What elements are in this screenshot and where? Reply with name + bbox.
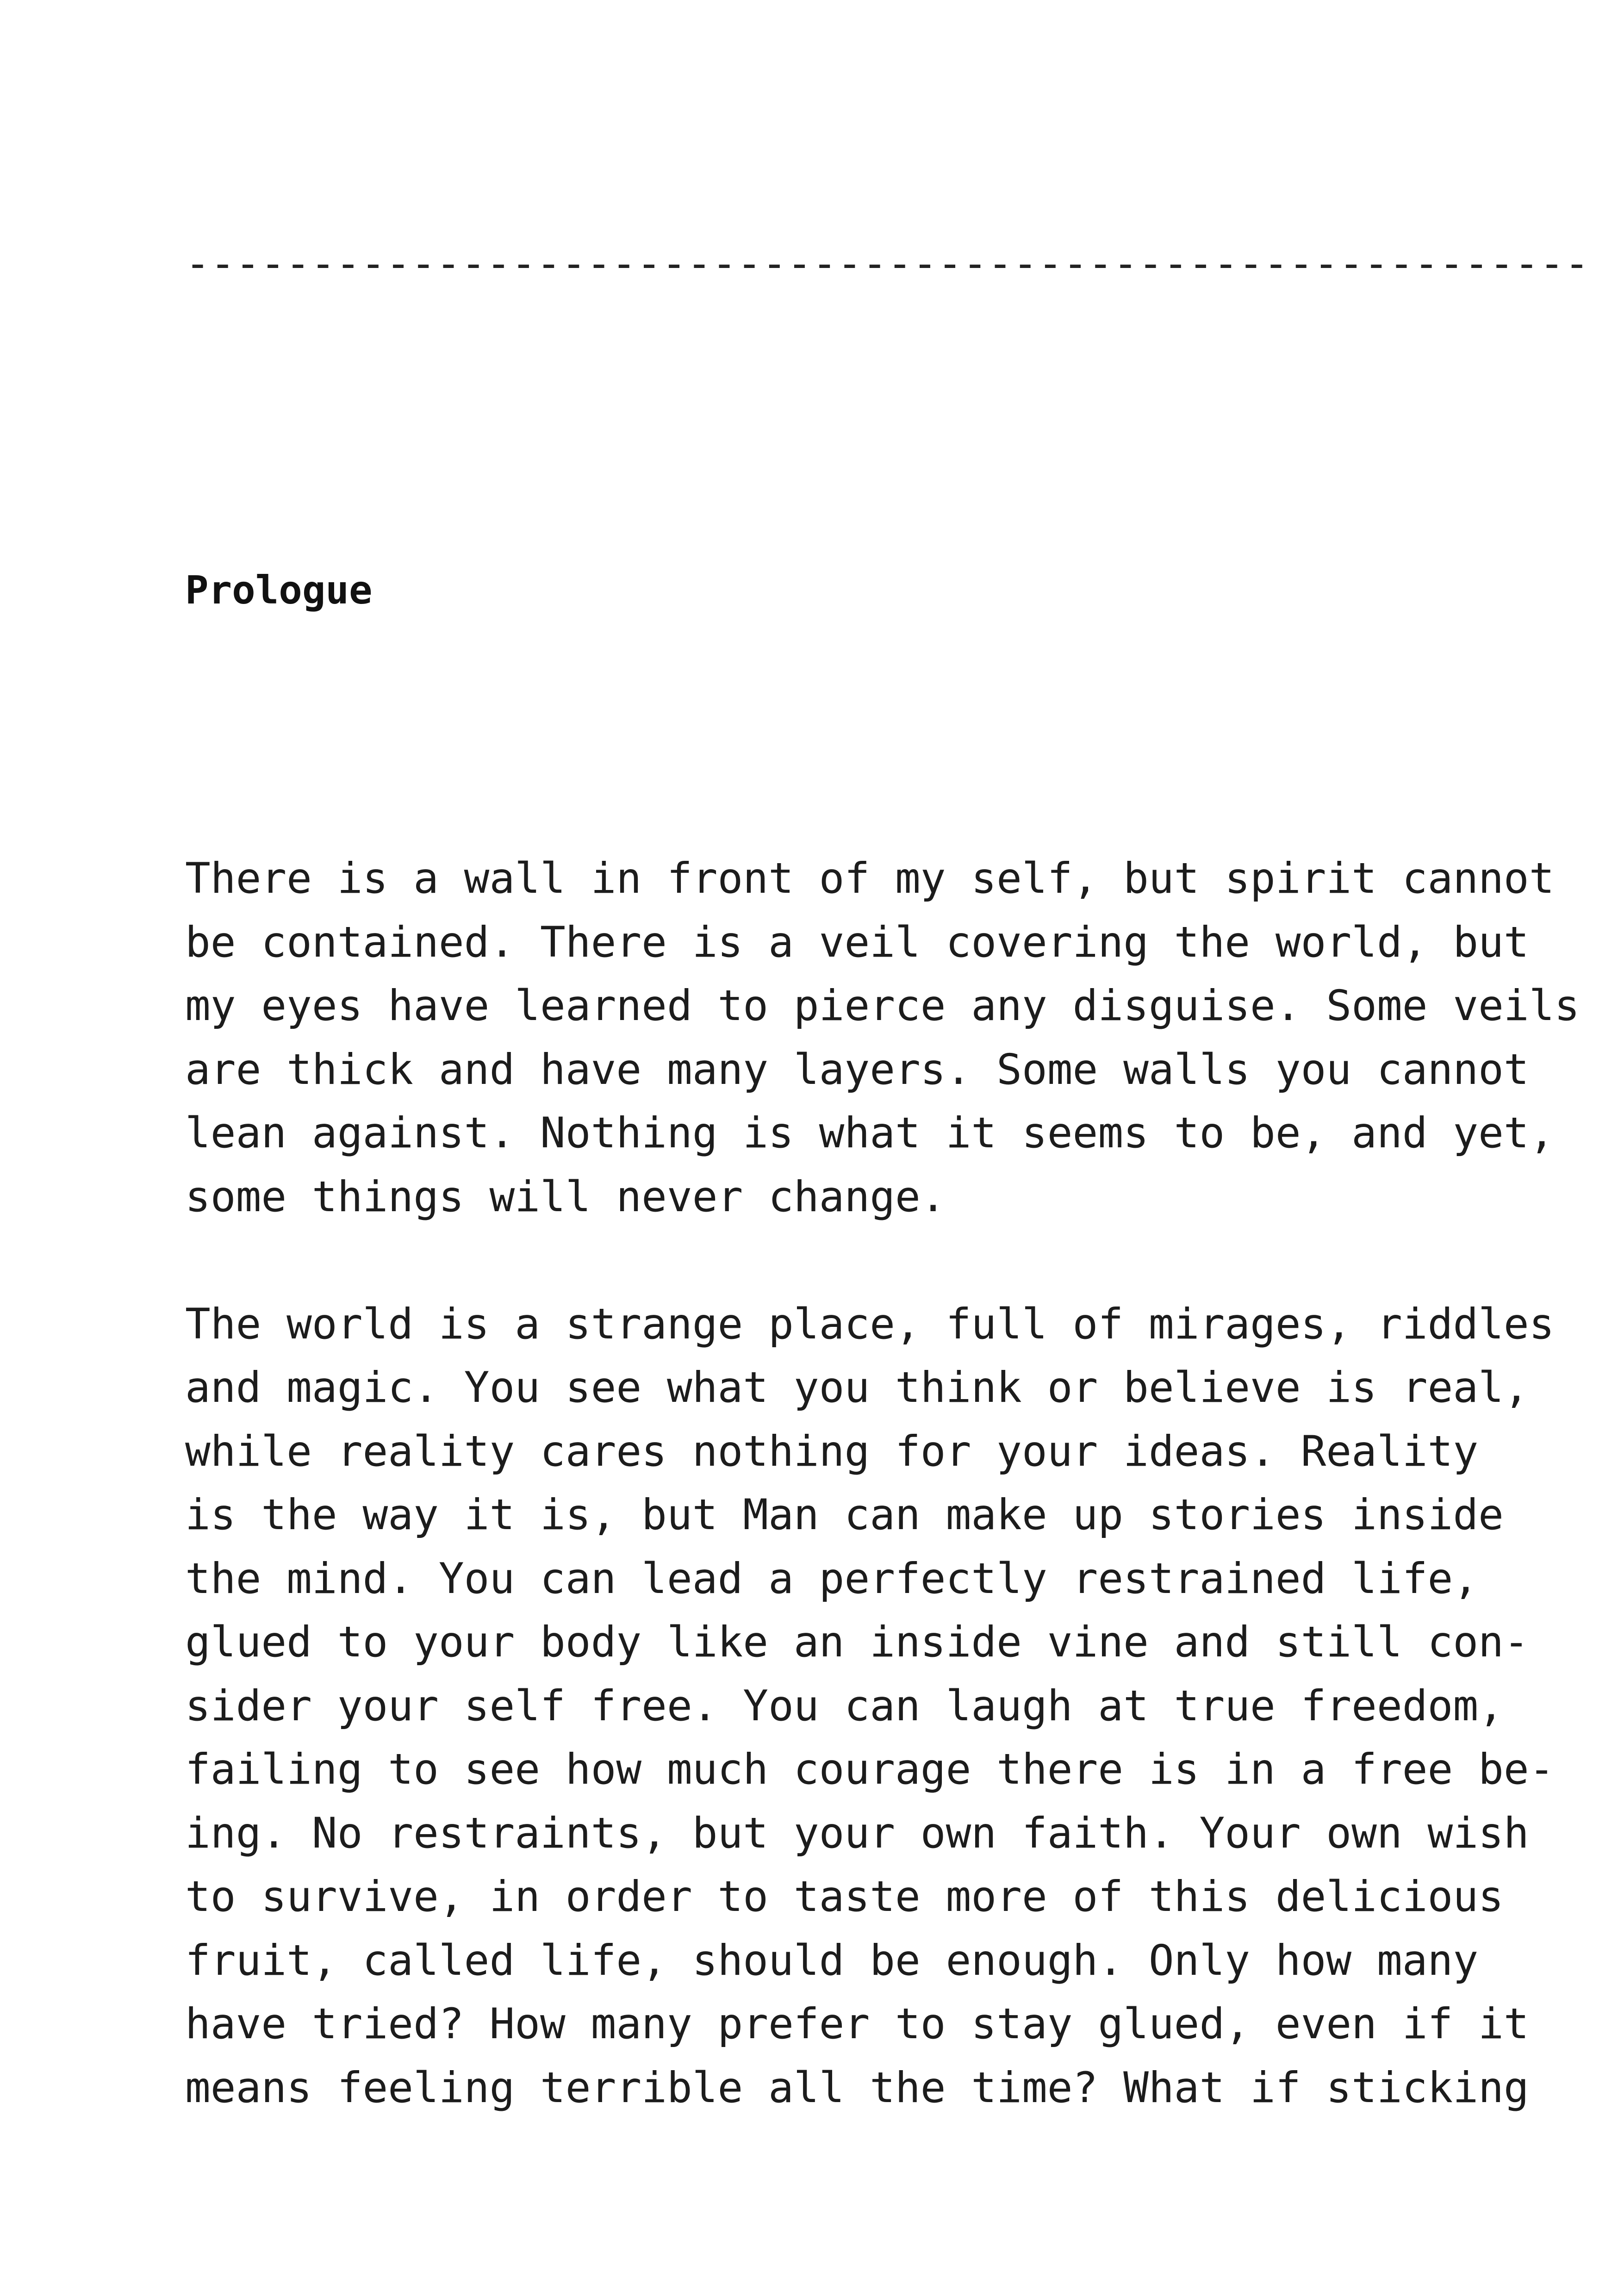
text-line: ing. No restraints, but your own faith. Your own wish <box>185 1809 1529 1858</box>
text-line: means feeling terrible all the time? What if sticking <box>185 2063 1529 2112</box>
separator-rule: -------------------------------------------------------- <box>185 239 1590 288</box>
text-line: fruit, called life, should be enough. Only how many <box>185 1936 1479 1985</box>
text-line: the mind. You can lead a perfectly restrained life, <box>185 1554 1479 1603</box>
text-line: are thick and have many layers. Some walls you cannot <box>185 1045 1529 1094</box>
text-line: and magic. You see what you think or believe is real, <box>185 1363 1529 1412</box>
text-line: sider your self free. You can laugh at true freedom, <box>185 1681 1504 1730</box>
text-line: to survive, in order to taste more of this delicious <box>185 1873 1504 1921</box>
text-line: failing to see how much courage there is in a free be- <box>185 1745 1555 1794</box>
chapter-body <box>185 847 1580 2120</box>
text-line: is the way it is, but Man can make up stories inside <box>185 1491 1504 1539</box>
text-line: while reality cares nothing for your ideas. Reality <box>185 1427 1479 1476</box>
chapter-title: Prologue <box>185 567 373 613</box>
text-line: glued to your body like an inside vine and still con- <box>185 1618 1529 1667</box>
text-line: There is a wall in front of my self, but spirit cannot <box>185 854 1555 903</box>
paragraph-2 <box>185 1293 1555 2120</box>
paragraph-1 <box>185 847 1580 1229</box>
text-line: my eyes have learned to pierce any disguise. Some veils <box>185 982 1580 1030</box>
text-line: some things will never change. <box>185 1172 946 1221</box>
text-line: be contained. There is a veil covering the world, but <box>185 918 1529 967</box>
text-line: The world is a strange place, full of mirages, riddles <box>185 1300 1555 1349</box>
text-line: lean against. Nothing is what it seems to be, and yet, <box>185 1109 1555 1157</box>
text-line: have tried? How many prefer to stay glued, even if it <box>185 2000 1529 2048</box>
